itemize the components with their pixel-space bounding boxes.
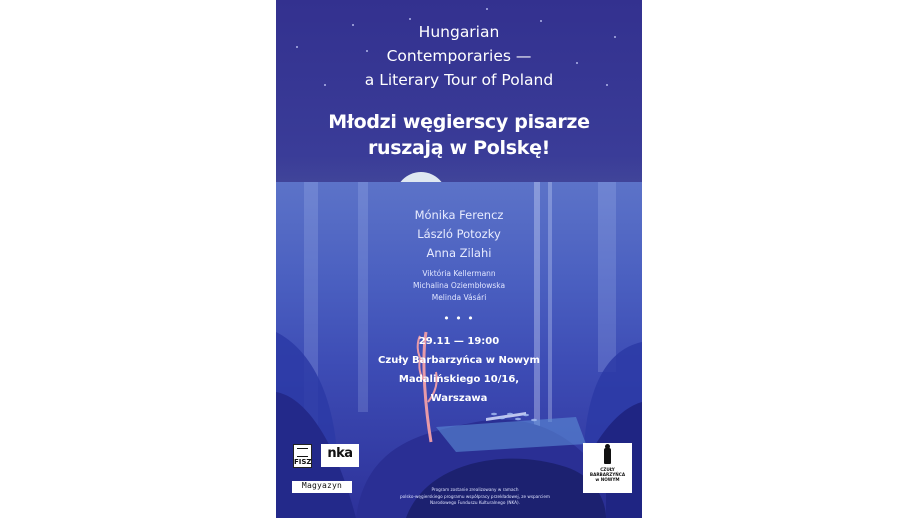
polish-title-line: ruszają w Polskę! xyxy=(367,137,551,159)
separator-dots: • • • xyxy=(443,312,475,325)
fisz-logo xyxy=(293,444,312,468)
author-name: Mónika Ferencz xyxy=(414,208,504,222)
czuly-logo-line: w NOWYM xyxy=(595,477,620,482)
magyazyn-logo xyxy=(292,481,352,493)
event-venue: Czuły Barbarzyńca w Nowym xyxy=(378,355,540,366)
author-name: László Potozky xyxy=(417,227,501,241)
event-poster xyxy=(276,0,642,518)
translator-name: Melinda Vásári xyxy=(431,293,487,302)
polish-title xyxy=(276,109,642,161)
czuly-barbarzynca-logo xyxy=(583,443,632,493)
figure-icon xyxy=(604,448,611,464)
event-datetime: 29.11 — 19:00 xyxy=(418,336,500,347)
english-title-line: a Literary Tour of Poland xyxy=(364,71,554,89)
translator-name: Michalina Oziembłowska xyxy=(412,281,506,290)
author-name: Anna Zilahi xyxy=(426,246,492,260)
czuly-logo-line: CZUŁY xyxy=(600,467,615,472)
funding-note-line: Program zostanie zrealizowany w ramach xyxy=(431,487,519,492)
event-city: Warszawa xyxy=(430,393,488,404)
english-title xyxy=(276,20,642,92)
english-title-line: Hungarian xyxy=(418,23,500,41)
nka-logo xyxy=(321,444,359,467)
polish-title-line: Młodzi węgierscy pisarze xyxy=(328,111,590,133)
translators-list xyxy=(276,268,642,304)
translator-name: Viktória Kellermann xyxy=(422,269,496,278)
magyazyn-logo-text: Magyazyn xyxy=(301,481,343,490)
fisz-logo-text: FISZ xyxy=(294,458,312,466)
nka-logo-text: nka xyxy=(327,446,353,461)
event-details xyxy=(276,332,642,408)
authors-list xyxy=(276,206,642,263)
funding-note-line: polsko-węgierskiego programu współpracy przekładowej, ze wsparciem xyxy=(399,493,550,499)
czuly-logo-line: BARBARZYŃCA xyxy=(589,472,626,477)
funding-note xyxy=(380,487,570,507)
english-title-line: Contemporaries — xyxy=(386,47,532,65)
event-street: Madalińskiego 10/16, xyxy=(398,374,520,385)
funding-note-line: Narodowego Funduszu Kulturalnego (NKA). xyxy=(430,500,520,506)
